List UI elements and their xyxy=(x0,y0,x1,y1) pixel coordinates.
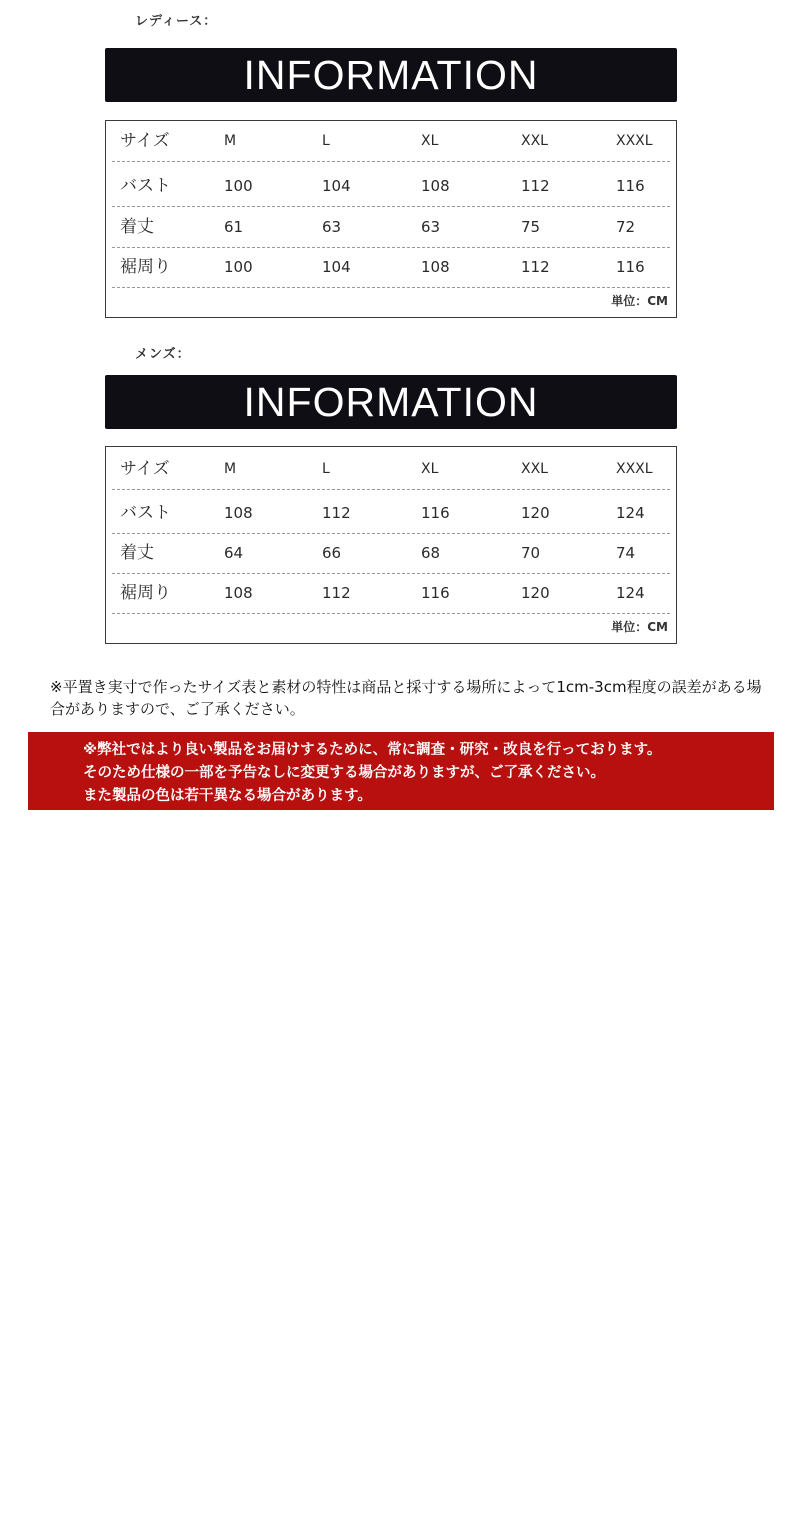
table-row xyxy=(112,533,670,574)
table-cell: 120 xyxy=(521,504,550,522)
mens-section-label: メンズ： xyxy=(135,347,191,362)
header-cell: M xyxy=(224,461,237,477)
row-label: 裾周り xyxy=(120,257,171,277)
header-cell: サイズ xyxy=(120,459,170,479)
table-cell: 108 xyxy=(421,177,450,195)
table-cell: 68 xyxy=(421,544,441,562)
table-cell: 108 xyxy=(421,258,450,276)
notice-line-2: そのため仕様の一部を予告なしに変更する場合がありますが、ご了承ください。 xyxy=(83,765,605,781)
header-cell: XXL xyxy=(521,133,548,149)
notice-banner xyxy=(28,732,774,1539)
mens-banner-title: INFORMATION xyxy=(243,378,539,425)
table-cell: 63 xyxy=(322,218,342,236)
table-cell: 112 xyxy=(521,258,550,276)
brand-watermark: UGUR xyxy=(637,1506,738,1539)
table-cell: 108 xyxy=(224,504,253,522)
notice-line-3: また製品の色は若干異なる場合があります。 xyxy=(83,788,372,804)
row-label: バスト xyxy=(120,503,171,523)
table-cell: 75 xyxy=(521,218,541,236)
table-row xyxy=(112,166,670,207)
table-cell: 124 xyxy=(616,584,645,602)
ladies-size-table xyxy=(105,120,677,318)
ladies-banner-title: INFORMATION xyxy=(243,51,539,98)
table-cell: 120 xyxy=(521,584,550,602)
header-cell: XL xyxy=(421,133,439,149)
table-cell: 112 xyxy=(322,584,351,602)
table-header-row xyxy=(112,121,670,162)
table-cell: 74 xyxy=(616,544,636,562)
table-cell: 70 xyxy=(521,544,541,562)
table-header-row xyxy=(112,449,670,490)
row-label: バスト xyxy=(120,176,171,196)
table-row xyxy=(112,207,670,248)
table-cell: 72 xyxy=(616,218,636,236)
header-cell: L xyxy=(322,461,330,477)
row-label: 着丈 xyxy=(120,217,154,237)
table-cell: 116 xyxy=(616,177,645,195)
table-cell: 64 xyxy=(224,544,244,562)
ladies-information-banner xyxy=(105,48,677,102)
table-row xyxy=(112,493,670,534)
table-cell: 100 xyxy=(224,258,253,276)
table-cell: 104 xyxy=(322,177,351,195)
table-cell: 61 xyxy=(224,218,244,236)
header-cell: XXL xyxy=(521,461,548,477)
table-cell: 108 xyxy=(224,584,253,602)
row-label: 裾周り xyxy=(120,583,171,603)
table-row xyxy=(112,573,670,614)
ladies-section-label: レディース： xyxy=(135,14,218,29)
measurement-note: ※平置き実寸で作ったサイズ表と素材の特性は商品と採寸する場所によって1cm-3cm程度の誤差がある場合がありますので、ご了承ください。 xyxy=(50,678,762,718)
table-cell: 116 xyxy=(616,258,645,276)
mens-size-table xyxy=(105,446,677,644)
table-cell: 104 xyxy=(322,258,351,276)
table-cell: 63 xyxy=(421,218,441,236)
header-cell: XL xyxy=(421,461,439,477)
table-cell: 100 xyxy=(224,177,253,195)
notice-line-1: ※弊社ではより良い製品をお届けするために、常に調査・研究・改良を行っております。 xyxy=(83,742,662,758)
table-cell: 116 xyxy=(421,584,450,602)
table-cell: 112 xyxy=(322,504,351,522)
header-cell: XXXL xyxy=(616,461,653,477)
table-row xyxy=(112,247,670,288)
header-cell: XXXL xyxy=(616,133,653,149)
header-cell: M xyxy=(224,133,237,149)
mens-information-banner xyxy=(105,375,677,429)
table-cell: 66 xyxy=(322,544,342,562)
unit-note: 単位：CM xyxy=(611,620,668,634)
header-cell: サイズ xyxy=(120,131,170,151)
table-cell: 124 xyxy=(616,504,645,522)
unit-note: 単位：CM xyxy=(611,294,668,308)
table-cell: 116 xyxy=(421,504,450,522)
row-label: 着丈 xyxy=(120,543,154,563)
header-cell: L xyxy=(322,133,330,149)
table-cell: 112 xyxy=(521,177,550,195)
